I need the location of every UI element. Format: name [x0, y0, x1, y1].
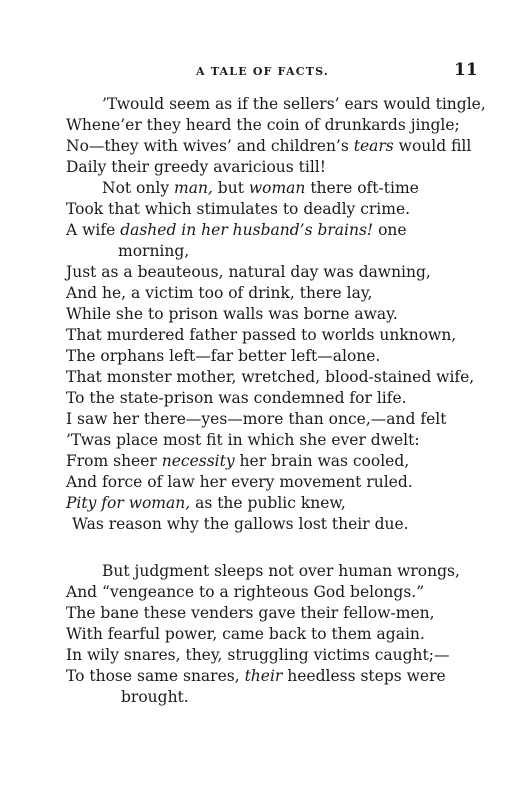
poem-line: But judgment sleeps not over human wrongs, [102, 562, 460, 580]
poem-line: To those same snares, their heedless steps were [66, 667, 446, 685]
emphasis: Pity for woman, [66, 494, 191, 512]
page-header [0, 60, 512, 82]
poem-line: Took that which stimulates to deadly crime. [66, 200, 411, 218]
emphasis: man, [174, 179, 213, 197]
poem-line: Not only man, but woman there oft-time [102, 179, 419, 197]
poem-line: No—they with wives’ and children’s tears would fill [66, 137, 472, 155]
poem-line: With fearful power, came back to them again. [66, 625, 425, 643]
poem-line: And he, a victim too of drink, there lay, [66, 284, 373, 302]
poem-line: The orphans left—far better left—alone. [66, 347, 381, 365]
poem-line: In wily snares, they, struggling victims caught;— [66, 646, 450, 664]
poem-line: Pity for woman, as the public knew, [66, 494, 346, 512]
poem-line: The bane these venders gave their fellow-men, [66, 604, 435, 622]
poem-line: That monster mother, wretched, blood-stained wife, [66, 368, 475, 386]
poem-line: Was reason why the gallows lost their due. [72, 515, 409, 533]
emphasis: tears [353, 137, 394, 155]
emphasis: woman [248, 179, 306, 197]
poem-line: And “vengeance to a righteous God belongs.” [66, 583, 425, 601]
poem-line: ’Twould seem as if the sellers’ ears would tingle, [102, 95, 486, 113]
running-title: A TALE OF FACTS. [196, 65, 329, 78]
poem-line: Whene’er they heard the coin of drunkards jingle; [66, 116, 460, 134]
poem-line: I saw her there—yes—more than once,—and felt [66, 410, 447, 428]
poem-line: From sheer necessity her brain was cooled, [66, 452, 410, 470]
poem-line: And force of law her every movement ruled. [66, 473, 413, 491]
emphasis: their [244, 667, 283, 685]
emphasis: necessity [161, 452, 235, 470]
poem-line: Just as a beauteous, natural day was dawning, [66, 263, 431, 281]
poem-line: While she to prison walls was borne away. [66, 305, 398, 323]
poem-line-continuation: morning, [118, 242, 190, 260]
poem-line: ’Twas place most fit in which she ever dwelt: [66, 431, 420, 449]
emphasis: dashed in her husband’s brains! [120, 221, 374, 239]
poem-line: To the state-prison was condemned for life. [66, 389, 407, 407]
page-number: 11 [454, 60, 478, 80]
poem-line: That murdered father passed to worlds unknown, [66, 326, 457, 344]
poem-line: Daily their greedy avaricious till! [66, 158, 326, 176]
poem-line-continuation: brought. [121, 688, 189, 706]
poem-line: A wife dashed in her husband’s brains! one [66, 221, 407, 239]
